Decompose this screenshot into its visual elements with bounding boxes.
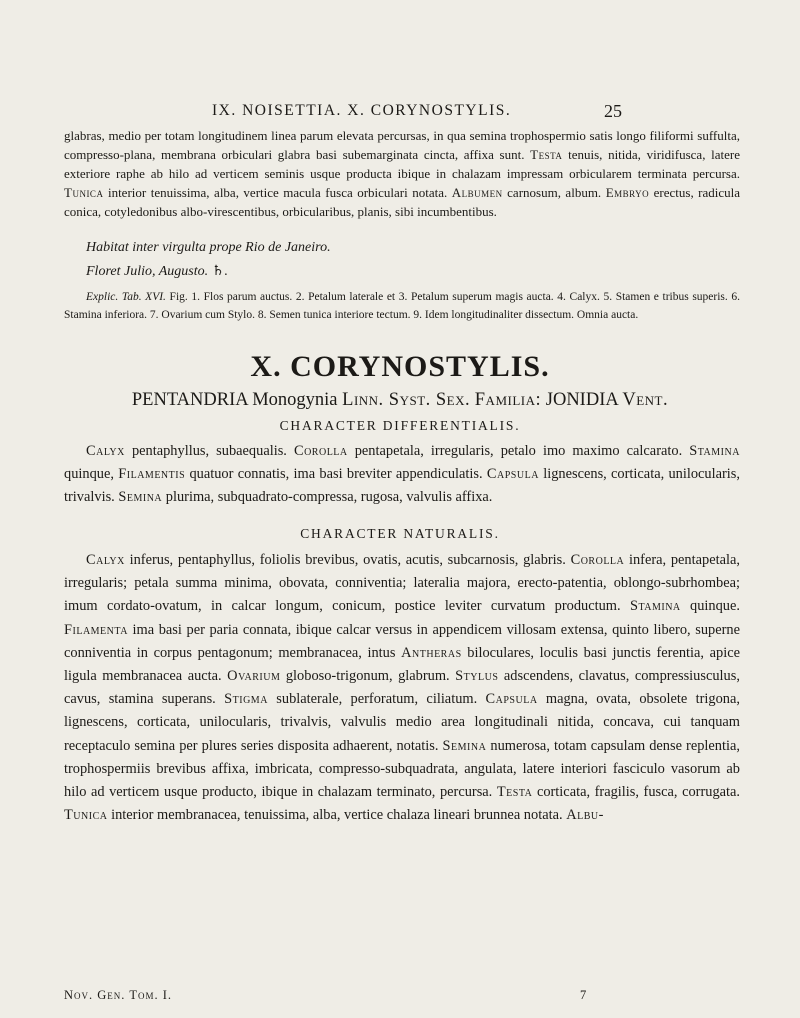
classification-line: PENTANDRIA Monogynia Linn. Syst. Sex. Familia: JONIDIA Vent. xyxy=(131,390,669,410)
character-differentialis-text: Calyx pentaphyllus, subaequalis. Corolla pentapetala, irregularis, petalo imo maximo calcarato. Stamina quinque, Filamentis quatuor connatis, ima basi breviter appendiculatis. Capsula lignescens, corticata, unilocularis, trivalvis. Semina plurima, subquadrato-compressa, rugosa, valvulis affixa. xyxy=(64,443,740,506)
signature-mark: Nov. Gen. Tom. I. xyxy=(64,988,172,1002)
continuation-paragraph: glabras, medio per totam longitudinem linea parum elevata percursas, in qua semina trophospermio satis longo filiformi suffulta, compresso-plana, membrana orbiculari glabra basi subemarginata cincta, affixa sunt. Testa tenuis, nitida, viridifusca, latere exteriore raphe ab hilo ad verticem seminis usque producta ibique in chalazam impressam orbicularem terminata percursa. Tunica interior tenuissima, alba, vertice macula fusca orbiculari notata. Albumen carnosum, album. Embryo erectus, radicula conica, cotyledonibus albo-virescentibus, orbicularibus, planis, sibi incumbentibus. xyxy=(64,128,741,219)
sheet-number: 7 xyxy=(580,988,587,1002)
term-embryo: Embryo xyxy=(605,184,650,200)
page-number: 25 xyxy=(604,101,622,121)
perennial-symbol: ♄. xyxy=(211,264,228,279)
character-naturalis-text: Calyx inferus, pentaphyllus, foliolis brevibus, ovatis, acutis, subcarnosis, glabris. Corolla infera, pentapetala, irregularis; petala summa minima, obovata, conniventia; lateralia majora, erecto-patentia, oblongo-subrhombea; imum cordato-ovatum, in calcar longum, conicum, postice leviter curvatum productum. Stamina quinque. Filamenta ima basi per paria connata, ibique calcar versus in appendicem villosam extensa, quinto libero, superne conniventia in corpus pentagonum; membranacea, intus Antheras biloculares, loculis basi junctis ferentia, apice ligula membranacea aucta. Ovarium globoso-trigonum, glabrum. Stylus adscendens, clavatus, compressiusculus, cavus, stamina superans. Stigma sublaterale, perforatum, ciliatum. Capsula magna, ovata, obsolete trigona, lignescens, corticata, unilocularis, trivalvis, valvulis medio area longitudinali nitida, concava, cui tanquam receptaculo semina per plures series disposita adhaerent, notatis. Semina numerosa, totam capsulam dense replentia, trophospermiis brevibus affixa, imbricata, compresso-subquadrata, angulata, latere interiori fasciculo vasorum ab hilo ad verticem usque producto, ibique in chalazam terminato, percursa. Testa corticata, fragilis, fusca, corrugata. Tunica interior membranacea, tenuissima, alba, vertice chalaza lineari brunnea notata. Albu- xyxy=(64,552,741,824)
floret-line: Floret Julio, Augusto. ♄. xyxy=(86,264,228,279)
term-tunica: Tunica xyxy=(64,184,104,200)
genus-title: X. CORYNOSTYLIS. xyxy=(250,350,550,383)
explic-text: Fig. 1. Flos parum auctus. 2. Petalum laterale et 3. Petalum superum magis aucta. 4. Calyx. 5. Stamen e tribus superis. 6. Stamina inferiora. 7. Ovarium cum Stylo. 8. Semen tunica interiore tectum. 9. Idem longitudinaliter dissectum. Omnia aucta. xyxy=(64,291,740,321)
plate-explanation xyxy=(64,289,740,324)
character-naturalis-heading: CHARACTER NATURALIS. xyxy=(300,526,500,541)
habitat-line: Habitat inter virgulta prope Rio de Janeiro. xyxy=(86,240,331,255)
running-title: IX. NOISETTIA. X. CORYNOSTYLIS. xyxy=(212,102,512,119)
term-albumen: Albumen xyxy=(451,184,503,200)
term-testa: Testa xyxy=(530,146,563,162)
character-differentialis-heading: CHARACTER DIFFERENTIALIS. xyxy=(279,418,521,433)
explic-lead: Explic. Tab. XVI. xyxy=(86,291,166,303)
